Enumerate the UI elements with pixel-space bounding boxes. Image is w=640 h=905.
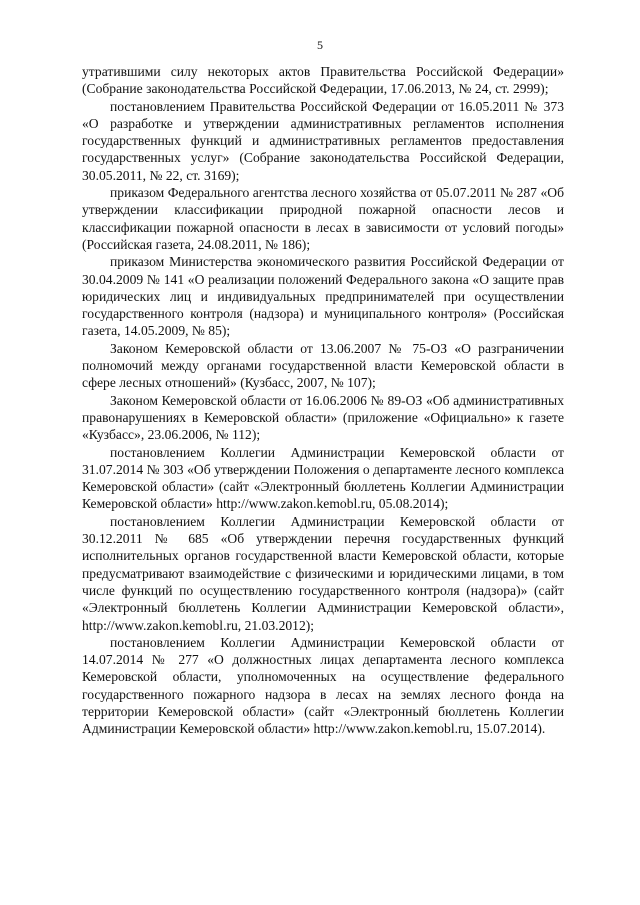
document-body xyxy=(82,63,564,738)
paragraph-law-75-oz: Законом Кемеровской области от 13.06.2007 № 75-ОЗ «О разграничении полномочий между органами государственной власти Кемеровской области в сфере лесных отношений» (Кузбасс, 2007, № 107); xyxy=(82,340,564,391)
paragraph-order-141: приказом Министерства экономического развития Российской Федерации от 30.04.2009 № 141 «О реализации положений Федерального закона «О защите прав юридических лиц и индивидуальных предпринимателей при осуществлении государственного контроля (надзора) и муниципального контроля» (Российская газета, 14.05.2009, № 85); xyxy=(82,254,564,339)
paragraph-resolution-277: постановлением Коллегии Администрации Кемеровской области от 14.07.2014 № 277 «О должностных лицах департамента лесного комплекса Кемеровской области, уполномоченных на осуществление федерального государственного пожарного надзора в лесах на землях лесного фонда на территории Кемеровской области» (сайт «Электронный бюллетень Коллегии Администрации Кемеровской области» http://www.zakon.kemobl.ru, 15.07.2014). xyxy=(82,634,564,737)
paragraph-law-89-oz: Законом Кемеровской области от 16.06.2006 № 89-ОЗ «Об административных правонарушениях в Кемеровской области» (приложение «Официально» к газете «Кузбасс», 23.06.2006, № 112); xyxy=(82,392,564,443)
paragraph-resolution-303: постановлением Коллегии Администрации Кемеровской области от 31.07.2014 № 303 «Об утверждении Положения о департаменте лесного комплекса Кемеровской области» (сайт «Электронный бюллетень Коллегии Администрации Кемеровской области» http://www.zakon.kemobl.ru, 05.08.2014); xyxy=(82,444,564,512)
paragraph-continuation: утратившими силу некоторых актов Правительства Российской Федерации» (Собрание законодательства Российской Федерации, 17.06.2013, № 24, ст. 2999); xyxy=(82,64,564,97)
paragraph-order-287: приказом Федерального агентства лесного хозяйства от 05.07.2011 № 287 «Об утверждении классификации природной пожарной опасности лесов и классификации пожарной опасности в лесах в зависимости от условий погоды» (Российская газета, 24.08.2011, № 186); xyxy=(82,185,564,252)
page-number: 5 xyxy=(317,38,323,52)
paragraph-resolution-685: постановлением Коллегии Администрации Кемеровской области от 30.12.2011 № 685 «Об утверждении перечня государственных функций исполнительных органов государственной власти Кемеровской области, которые предусматривают взаимодействие с физическими и юридическими лицами, в том числе функций по осуществлению государственного контроля (надзора)» (сайт «Электронный бюллетень Коллегии Администрации Кемеровской области», http://www.zakon.kemobl.ru, 21.03.2012); xyxy=(82,513,564,633)
paragraph-resolution-373: постановлением Правительства Российской Федерации от 16.05.2011 № 373 «О разработке и утверждении административных регламентов исполнения государственных функций и административных регламентов предоставления государственных услуг» (Собрание законодательства Российской Федерации, 30.05.2011, № 22, ст. 3169); xyxy=(82,98,564,183)
